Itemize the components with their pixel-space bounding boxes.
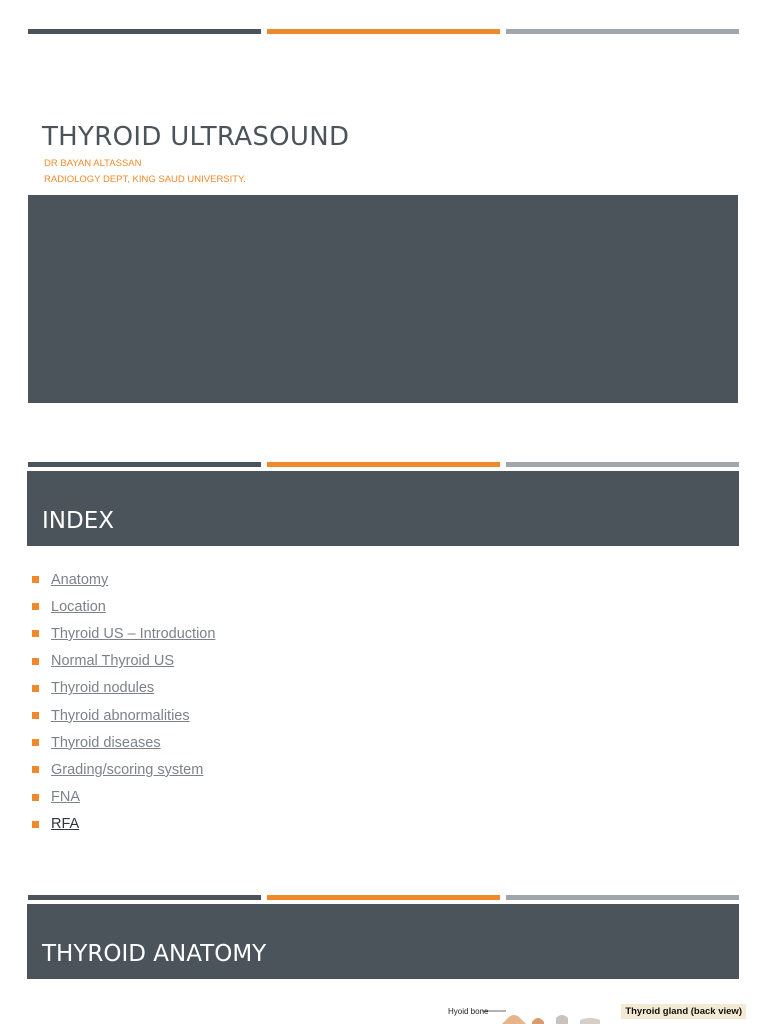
- figure-caption: Thyroid gland (back view): [621, 1004, 746, 1019]
- author-name: DR BAYAN ALTASSAN: [44, 158, 142, 169]
- bullet-square-icon: [32, 739, 39, 746]
- accent-bar-orange: [267, 462, 500, 467]
- index-title: INDEX: [42, 508, 114, 534]
- presentation-title: THYROID ULTRASOUND: [42, 122, 350, 152]
- anatomy-header-panel: [27, 904, 739, 979]
- index-link-rfa[interactable]: RFA: [51, 816, 80, 833]
- accent-bar-gray: [506, 895, 739, 900]
- accent-bar-dark: [28, 895, 261, 900]
- accent-bar-dark: [28, 29, 261, 34]
- bullet-square-icon: [32, 630, 39, 637]
- index-link-fna[interactable]: FNA: [51, 789, 80, 806]
- bullet-square-icon: [32, 766, 39, 773]
- index-link-anatomy[interactable]: Anatomy: [51, 571, 109, 588]
- list-item: [32, 566, 215, 593]
- index-link-location[interactable]: Location: [51, 598, 106, 615]
- index-link-thyroid-diseases[interactable]: Thyroid diseases: [51, 734, 161, 751]
- author-affiliation: RADIOLOGY DEPT, KING SAUD UNIVERSITY.: [44, 174, 246, 185]
- accent-bar-gray: [506, 29, 739, 34]
- accent-bar-gray: [506, 462, 739, 467]
- list-item: [32, 675, 215, 702]
- index-link-normal-thyroid-us[interactable]: Normal Thyroid US: [51, 653, 175, 670]
- bullet-square-icon: [32, 821, 39, 828]
- anatomy-title: THYROID ANATOMY: [42, 941, 267, 967]
- hyoid-bone-label: Hyoid bone: [448, 1007, 489, 1016]
- list-item: [32, 702, 215, 729]
- list-item: [32, 648, 215, 675]
- index-header-panel: [27, 471, 739, 546]
- bullet-square-icon: [32, 603, 39, 610]
- bullet-square-icon: [32, 794, 39, 801]
- list-item: [32, 756, 215, 783]
- list-item: [32, 784, 215, 811]
- bullet-square-icon: [32, 576, 39, 583]
- title-slide-dark-panel: [28, 195, 738, 403]
- index-link-thyroid-nodules[interactable]: Thyroid nodules: [51, 680, 155, 697]
- accent-bar-orange: [267, 29, 500, 34]
- list-item: [32, 620, 215, 647]
- list-item: [32, 729, 215, 756]
- list-item: [32, 593, 215, 620]
- bullet-square-icon: [32, 658, 39, 665]
- list-item: [32, 811, 215, 838]
- index-list: [32, 566, 215, 838]
- accent-bar-orange: [267, 895, 500, 900]
- index-link-thyroid-us-introduction[interactable]: Thyroid US – Introduction: [51, 625, 216, 642]
- accent-bar-dark: [28, 462, 261, 467]
- bullet-square-icon: [32, 685, 39, 692]
- anatomy-figure: [440, 1000, 750, 1024]
- index-link-grading-scoring-system[interactable]: Grading/scoring system: [51, 761, 204, 778]
- index-link-thyroid-abnormalities[interactable]: Thyroid abnormalities: [51, 707, 190, 724]
- bullet-square-icon: [32, 712, 39, 719]
